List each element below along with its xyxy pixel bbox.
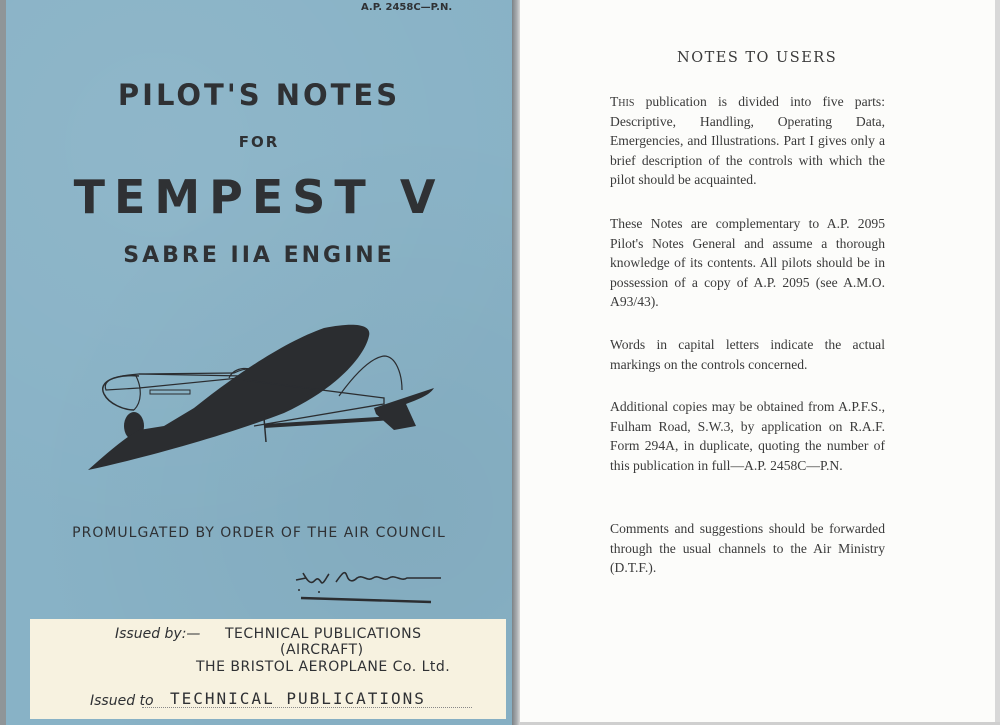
- issued-to-label: Issued to: [90, 693, 154, 709]
- signature-icon: [291, 568, 451, 618]
- book-spine: [512, 0, 520, 725]
- cover-title: PILOT'S NOTES: [117, 78, 401, 112]
- paragraph-capital-letters: Words in capital letters indicate the actual markings on the controls concerned.: [610, 337, 885, 372]
- issuer-line-1: TECHNICAL PUBLICATIONS: [225, 626, 422, 642]
- aircraft-name: TEMPEST V: [73, 170, 445, 224]
- page-edge: [995, 0, 1000, 725]
- publication-reference: A.P. 2458C—P.N.: [361, 2, 453, 13]
- issuer-line-2: (AIRCRAFT): [280, 642, 364, 658]
- page-title: NOTES TO USERS: [677, 50, 838, 66]
- airplane-illustration-icon: [84, 318, 444, 478]
- paragraph-lead: This: [610, 94, 635, 109]
- cover-for: FOR: [238, 133, 280, 151]
- notes-page: [520, 0, 995, 722]
- engine-name: SABRE IIA ENGINE: [123, 243, 395, 268]
- paragraph-parts: This publication is divided into five parts: Descriptive, Handling, Operating Data, Emergencies, and Illustrations. Part I gives only a brief description of the controls with which the pilot should be acquainted.: [610, 94, 885, 188]
- paragraph-comments: Comments and suggestions should be forwarded through the usual channels to the Air Ministry (D.T.F.).: [610, 521, 885, 576]
- front-cover: [6, 0, 512, 725]
- issued-to-handwritten: TECHNICAL PUBLICATIONS: [170, 689, 426, 708]
- paragraph-complementary: These Notes are complementary to A.P. 2095 Pilot's Notes General and assume a thorough knowledge of its contents. All pilots should be in possession of a copy of A.P. 2095 (see A.M.O. A93/43).: [610, 216, 885, 310]
- issued-by-label: Issued by:—: [115, 626, 201, 642]
- promulgation-statement: PROMULGATED BY ORDER OF THE AIR COUNCIL: [72, 525, 446, 541]
- paragraph-additional-copies: Additional copies may be obtained from A.P.F.S., Fulham Road, S.W.3, by application on R.A.F. Form 294A, in duplicate, quoting the number of this publication in full—A.P. 2458C—P.N.: [610, 399, 885, 473]
- issue-label: [30, 619, 506, 719]
- issuer-line-3: THE BRISTOL AEROPLANE Co. Ltd.: [196, 659, 451, 675]
